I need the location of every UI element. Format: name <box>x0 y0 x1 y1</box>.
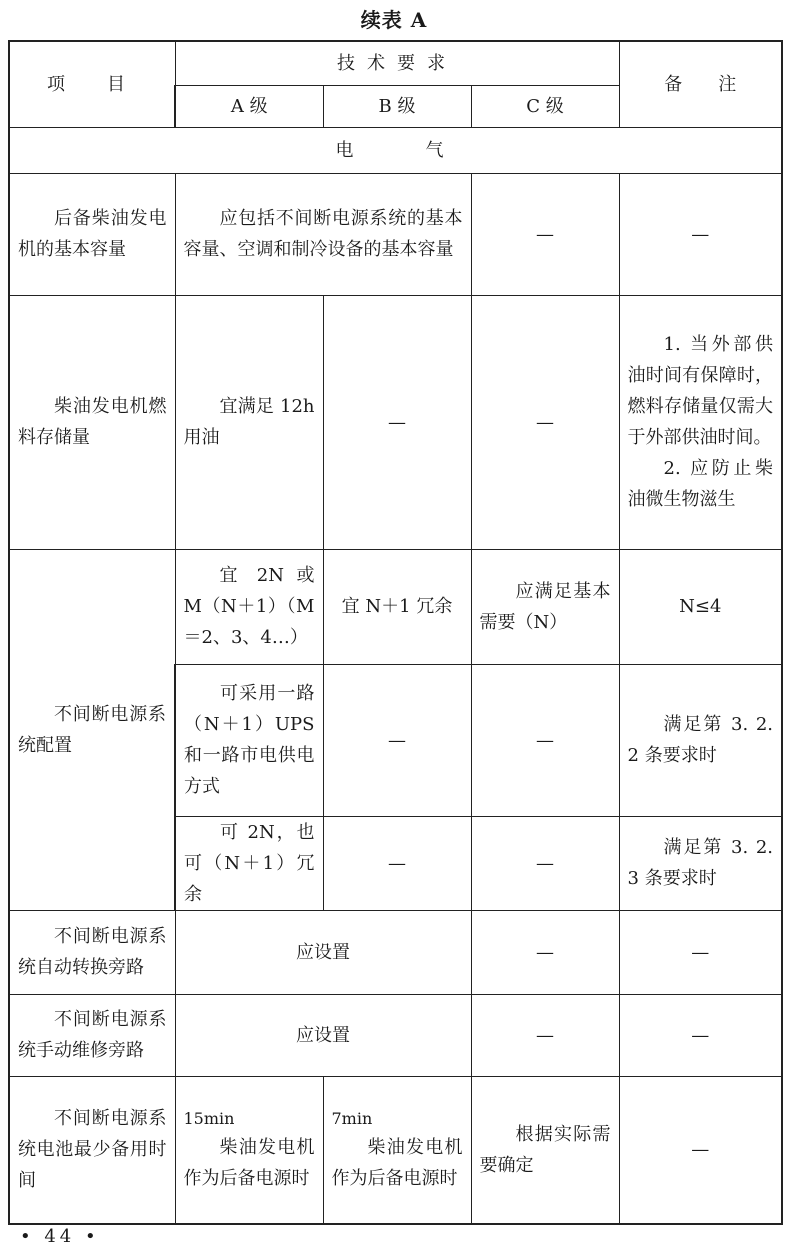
battery-time-a-text: 柴油发电机作为后备电源时 <box>183 1136 315 1189</box>
row-ups-config-s1-note: N≤4 <box>619 549 782 664</box>
row-fuel-storage-b: — <box>323 295 471 549</box>
row-manual-bypass-ab: 应设置 <box>175 994 471 1076</box>
row-ups-config-s1-b: 宜 N＋1 冗余 <box>323 549 471 664</box>
row-ups-config-s3-a: 可 2N，也可（N＋1）冗余 <box>175 816 323 910</box>
row-manual-bypass-item: 不间断电源系统手动维修旁路 <box>9 994 175 1076</box>
row-battery-time-b <box>323 1076 471 1224</box>
row-ups-config-s1-a: 宜 2N 或 M（N＋1）（M＝2、3、4…） <box>175 549 323 664</box>
battery-time-b-text: 柴油发电机作为后备电源时 <box>331 1136 463 1189</box>
row-generator-capacity-c: — <box>471 173 619 295</box>
row-auto-bypass-item: 不间断电源系统自动转换旁路 <box>9 910 175 994</box>
header-level-a: A 级 <box>175 85 323 127</box>
row-battery-time-c: 根据实际需要确定 <box>471 1076 619 1224</box>
row-auto-bypass-ab: 应设置 <box>175 910 471 994</box>
header-level-b: B 级 <box>323 85 471 127</box>
row-auto-bypass-note: — <box>619 910 782 994</box>
row-auto-bypass-c: — <box>471 910 619 994</box>
row-ups-config-item: 不间断电源系统配置 <box>9 549 175 910</box>
row-generator-capacity-note: — <box>619 173 782 295</box>
header-item: 项 目 <box>9 41 175 127</box>
battery-time-b-duration: 7min <box>331 1108 373 1128</box>
row-fuel-storage-c: — <box>471 295 619 549</box>
row-battery-time-item: 不间断电源系统电池最少备用时间 <box>9 1076 175 1224</box>
fuel-note-2: 2. 应防止柴油微生物滋生 <box>627 458 774 510</box>
table-title: 续表 A <box>360 8 428 32</box>
row-manual-bypass-c: — <box>471 994 619 1076</box>
section-electrical: 电 气 <box>9 127 782 173</box>
row-generator-capacity-item: 后备柴油发电机的基本容量 <box>9 173 175 295</box>
header-note: 备 注 <box>619 41 782 127</box>
row-generator-capacity-a: 应包括不间断电源系统的基本容量、空调和制冷设备的基本容量 <box>175 173 471 295</box>
header-tech-requirements: 技术要求 <box>175 41 619 85</box>
row-battery-time-note: — <box>619 1076 782 1224</box>
row-fuel-storage-item: 柴油发电机燃料存储量 <box>9 295 175 549</box>
header-level-c: C 级 <box>471 85 619 127</box>
row-fuel-storage-note <box>619 295 782 549</box>
row-manual-bypass-note: — <box>619 994 782 1076</box>
row-fuel-storage-a: 宜满足 12h 用油 <box>175 295 323 549</box>
row-ups-config-s2-note: 满足第 3. 2. 2 条要求时 <box>619 664 782 816</box>
page-number: • 44 • <box>20 1226 100 1247</box>
row-ups-config-s1-c: 应满足基本需要（N） <box>471 549 619 664</box>
fuel-note-1: 1. 当外部供油时间有保障时，燃料存储量仅需大于外部供油时间。 <box>627 334 774 448</box>
row-ups-config-s2-a: 可采用一路（N＋1）UPS 和一路市电供电方式 <box>175 664 323 816</box>
row-ups-config-s2-c: — <box>471 664 619 816</box>
row-ups-config-s3-b: — <box>323 816 471 910</box>
requirements-table <box>8 40 783 1225</box>
battery-time-a-duration: 15min <box>183 1108 235 1128</box>
row-ups-config-s3-c: — <box>471 816 619 910</box>
row-battery-time-a <box>175 1076 323 1224</box>
row-ups-config-s2-b: — <box>323 664 471 816</box>
row-ups-config-s3-note: 满足第 3. 2. 3 条要求时 <box>619 816 782 910</box>
